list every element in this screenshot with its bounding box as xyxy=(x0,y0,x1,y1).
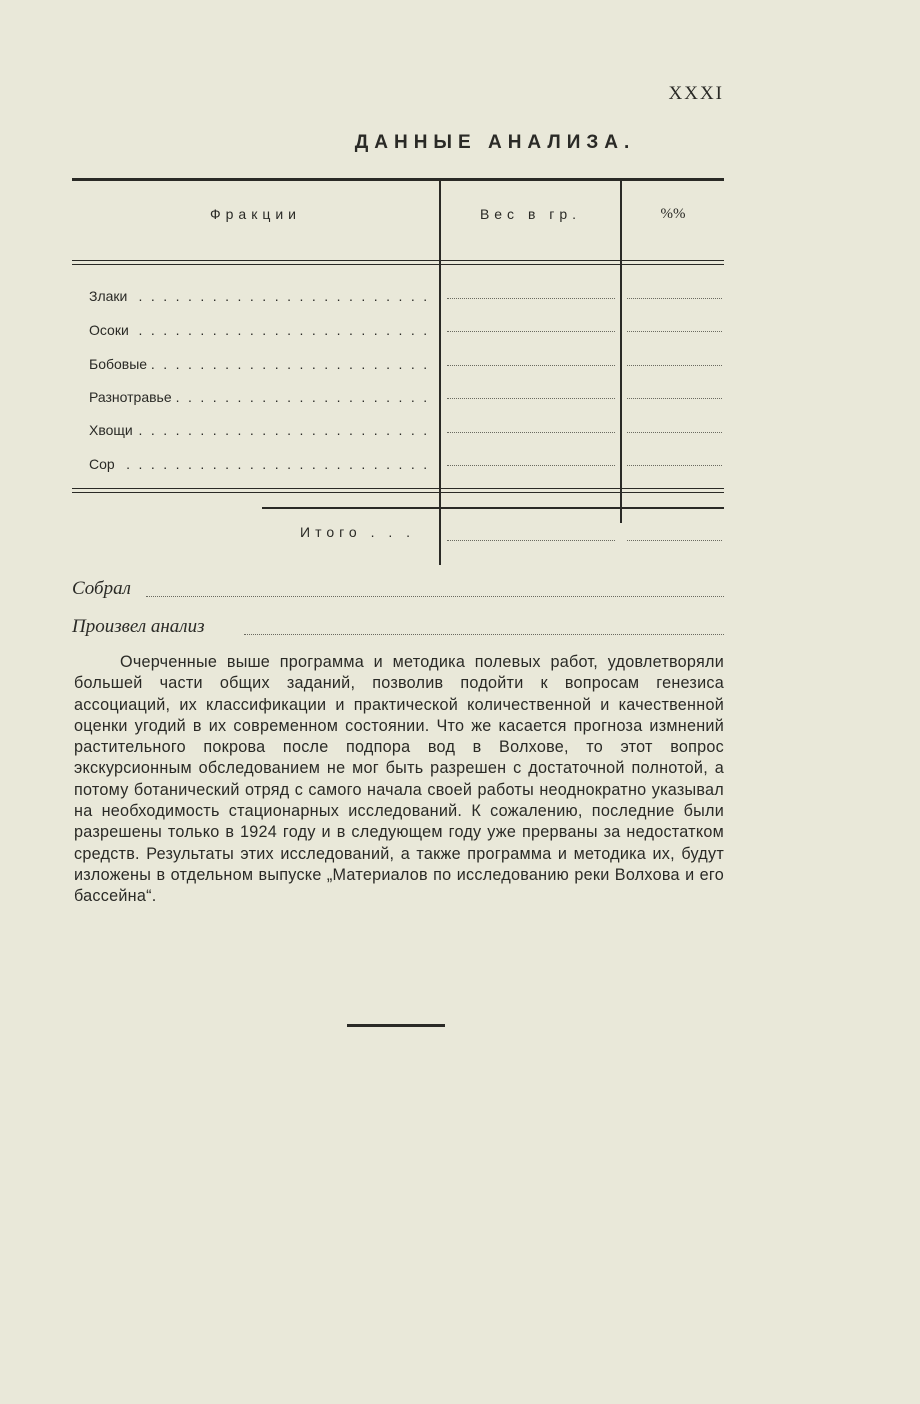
weight-cell xyxy=(447,432,615,433)
table-row xyxy=(89,319,435,341)
collected-line xyxy=(146,596,724,597)
header-percent: %% xyxy=(660,206,686,222)
collected-label: Собрал xyxy=(72,578,131,599)
analysis-table xyxy=(72,178,724,568)
header-fractions: Фракции xyxy=(210,206,301,222)
table-row xyxy=(89,453,435,475)
body-rule-1 xyxy=(72,488,724,489)
body-rule-2 xyxy=(72,492,724,493)
total-percent-cell xyxy=(627,540,722,541)
header-rule-1 xyxy=(72,260,724,261)
percent-cell xyxy=(627,331,722,332)
percent-cell xyxy=(627,398,722,399)
weight-cell xyxy=(447,365,615,366)
analyzed-line xyxy=(244,634,724,635)
header-rule-2 xyxy=(72,264,724,265)
analyzed-label: Произвел анализ xyxy=(72,616,205,637)
closing-rule xyxy=(347,1024,445,1027)
page-number: XXXI xyxy=(668,83,724,104)
total-label: Итого . . . xyxy=(300,524,416,540)
row-label: Разнотравье xyxy=(89,389,172,405)
weight-cell xyxy=(447,298,615,299)
table-row xyxy=(89,285,435,307)
weight-cell xyxy=(447,398,615,399)
percent-cell xyxy=(627,465,722,466)
body-paragraph: Очерченные выше программа и методика полевых работ, удовлетворяли большей части общих заданий, позволив подойти к вопросам генезиса ассоциаций, их классификации и практической количественной и качественной оценки угодий в их современном состоянии. Что же касается прогноза измнений растительного покрова после подпора вод в Волхове, то этот вопрос экскурсионным обследованием не мог быть разрешен с достаточной полнотой, а потому ботанический отряд с самого начала своей работы неоднократно указывал на необходимость стационарных исследований. К сожалению, последние были разрешены только в 1924 году и в следующем году уже прерваны за недостатком средств. Результаты этих исследований, а также программа и методика их, будут изложены в отдельном выпуске „Материалов по исследованию реки Волхова и его бассейна“. xyxy=(74,653,724,906)
table-row xyxy=(89,386,435,408)
total-rule xyxy=(262,507,724,509)
percent-cell xyxy=(627,365,722,366)
row-label: Бобовые xyxy=(89,356,148,372)
total-weight-cell xyxy=(447,540,615,541)
table-top-rule xyxy=(72,178,724,181)
percent-cell xyxy=(627,432,722,433)
weight-cell xyxy=(447,331,615,332)
page-title: ДАННЫЕ АНАЛИЗА. xyxy=(354,132,636,153)
table-row xyxy=(89,353,435,375)
row-label: Осоки xyxy=(89,322,129,338)
header-weight: Вес в гр. xyxy=(479,206,582,222)
table-row xyxy=(89,419,435,441)
percent-cell xyxy=(627,298,722,299)
weight-cell xyxy=(447,465,615,466)
column-divider-1 xyxy=(439,178,441,565)
column-divider-2 xyxy=(620,178,622,523)
row-label: Сор xyxy=(89,456,115,472)
row-label: Хвощи xyxy=(89,422,133,438)
row-label: Злаки xyxy=(89,288,128,304)
